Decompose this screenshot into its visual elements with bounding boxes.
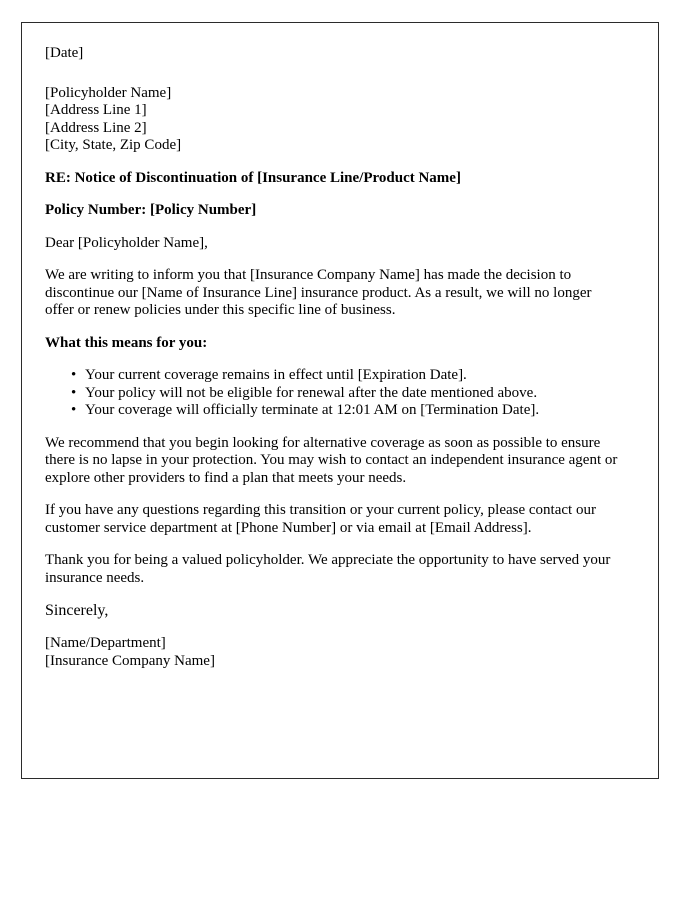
contact-paragraph: If you have any questions regarding this transition or your current policy, please contact our customer service department at [Phone Number] or via email at [Email Address]. <box>45 502 596 536</box>
recipient-name: [Policyholder Name] <box>45 84 172 101</box>
recipient-address-line-1: [Address Line 1] <box>45 102 147 118</box>
thanks-paragraph: Thank you for being a valued policyholder. We appreciate the opportunity to have served your insurance needs. <box>45 552 611 586</box>
recipient-city-state-zip: [City, State, Zip Code] <box>45 137 182 153</box>
letter-body <box>22 23 658 670</box>
list-item <box>45 385 624 403</box>
list-item <box>45 402 624 420</box>
signature-company: [Insurance Company Name] <box>45 652 215 669</box>
subject-line: RE: Notice of Discontinuation of [Insurance Line/Product Name] <box>45 169 461 186</box>
recommendation-paragraph: We recommend that you begin looking for alternative coverage as soon as possible to ensure there is no lapse in your protection. You may wish to contact an independent insurance agent or explore other providers to find a plan that meets your needs. <box>45 434 618 486</box>
bullet-point-icon: • <box>71 402 77 418</box>
document-page <box>21 22 659 779</box>
closing-salutation: Sincerely, <box>45 602 109 619</box>
what-this-means-heading: What this means for you: <box>45 334 208 351</box>
letter-date: [Date] <box>45 45 84 61</box>
bullet-point-icon: • <box>71 384 77 401</box>
list-item-text: Your policy will not be eligible for renewal after the date mentioned above. <box>85 384 538 401</box>
salutation: Dear [Policyholder Name], <box>45 234 208 251</box>
signature-name-department: [Name/Department] <box>45 635 166 651</box>
bullet-point-icon: • <box>71 367 77 383</box>
signature-block <box>45 635 624 670</box>
coverage-bullet-list <box>45 367 624 420</box>
list-item-text: Your current coverage remains in effect until [Expiration Date]. <box>85 367 467 383</box>
recipient-address-line-2: [Address Line 2] <box>45 119 147 136</box>
list-item-text: Your coverage will officially terminate at 12:01 AM on [Termination Date]. <box>85 402 540 418</box>
list-item <box>45 367 624 385</box>
policy-number-line: Policy Number: [Policy Number] <box>45 202 257 218</box>
recipient-address-block <box>45 85 624 155</box>
opening-paragraph: We are writing to inform you that [Insurance Company Name] has made the decision to discontinue our [Name of Insurance Line] insurance product. As a result, we will no longer offer or renew policies under this specific line of business. <box>45 267 592 318</box>
